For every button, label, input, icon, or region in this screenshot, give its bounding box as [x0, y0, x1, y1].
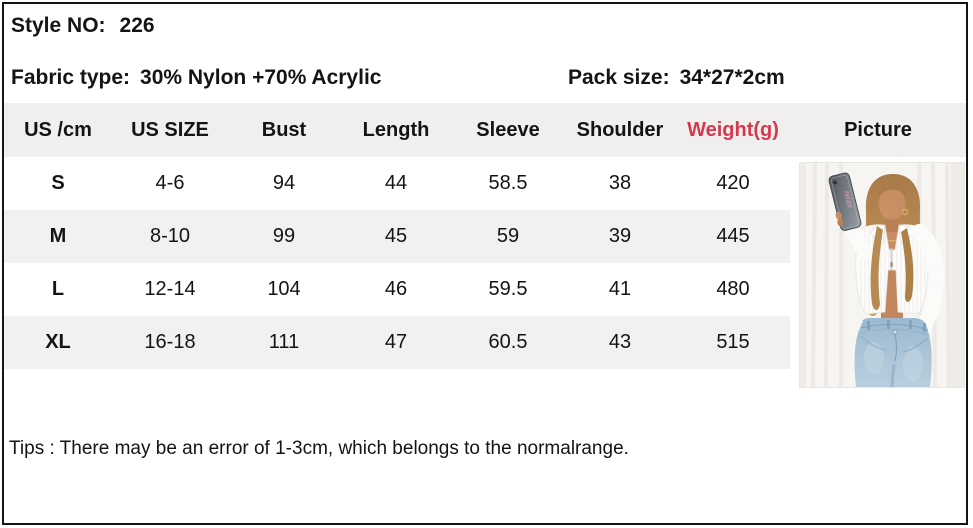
table-header-row: [4, 103, 966, 157]
row-l-size: L: [51, 278, 65, 300]
row-s-weight: 420: [716, 172, 750, 194]
row-s-sleeve: 58.5: [488, 172, 528, 194]
row-m-bust: 99: [228, 210, 340, 263]
row-xl-weight: 515: [676, 316, 790, 369]
row-l-length: 46: [384, 278, 408, 300]
row-s-shoulder: 38: [608, 172, 632, 194]
style-no-value: 226: [119, 14, 155, 37]
row-m-length: 45: [340, 210, 452, 263]
pack-size-group: [568, 66, 785, 90]
fabric-type-value: 30% Nylon +70% Acrylic: [140, 66, 382, 89]
col-sleeve: Sleeve: [452, 103, 564, 157]
row-m-shoulder: 39: [564, 210, 676, 263]
row-xl-shoulder: 43: [564, 316, 676, 369]
row-l-bust: 104: [267, 278, 301, 300]
col-weight: Weight(g): [676, 103, 790, 157]
jeans-button: [893, 330, 897, 334]
col-us-size: US SIZE: [112, 103, 228, 157]
face: [878, 184, 908, 220]
style-no-label: Style NO:: [11, 14, 106, 37]
row-l-sleeve: 59.5: [488, 278, 528, 300]
row-s-length: 44: [384, 172, 408, 194]
row-m-weight: 445: [676, 210, 790, 263]
col-length: Length: [340, 103, 452, 157]
pack-size-label: Pack size:: [568, 66, 670, 89]
row-s-us-size: 4-6: [155, 172, 185, 194]
row-l-us-size: 12-14: [144, 278, 196, 300]
col-picture: Picture: [790, 103, 966, 157]
col-shoulder: Shoulder: [564, 103, 676, 157]
fabric-type-label: Fabric type:: [11, 66, 131, 89]
row-l-weight: 480: [716, 278, 750, 300]
sheet-frame: [2, 2, 968, 525]
col-bust: Bust: [228, 103, 340, 157]
fabric-pack-line: [11, 66, 961, 90]
row-m-sleeve: 59: [452, 210, 564, 263]
row-xl-length: 47: [340, 316, 452, 369]
pack-size-value: 34*27*2cm: [679, 66, 785, 89]
col-us-cm: US /cm: [4, 103, 112, 157]
product-photo: [799, 162, 965, 388]
row-s-bust: 94: [272, 172, 296, 194]
style-no-line: [11, 14, 155, 38]
zipper-pull: [890, 262, 892, 267]
row-xl-sleeve: 60.5: [452, 316, 564, 369]
row-s-size: S: [51, 172, 65, 194]
row-m-us-size: 8-10: [112, 210, 228, 263]
model-selfie-illustration: [799, 162, 965, 388]
jeans: [855, 318, 932, 388]
phone-case-text: relax: [842, 189, 855, 209]
row-xl-us-size: 16-18: [112, 316, 228, 369]
tips-note: Tips : There may be an error of 1-3cm, which belongs to the normalrange.: [9, 438, 629, 459]
row-xl-size: XL: [4, 316, 112, 369]
row-l-shoulder: 41: [608, 278, 632, 300]
row-m-size: M: [4, 210, 112, 263]
row-xl-bust: 111: [228, 316, 340, 369]
